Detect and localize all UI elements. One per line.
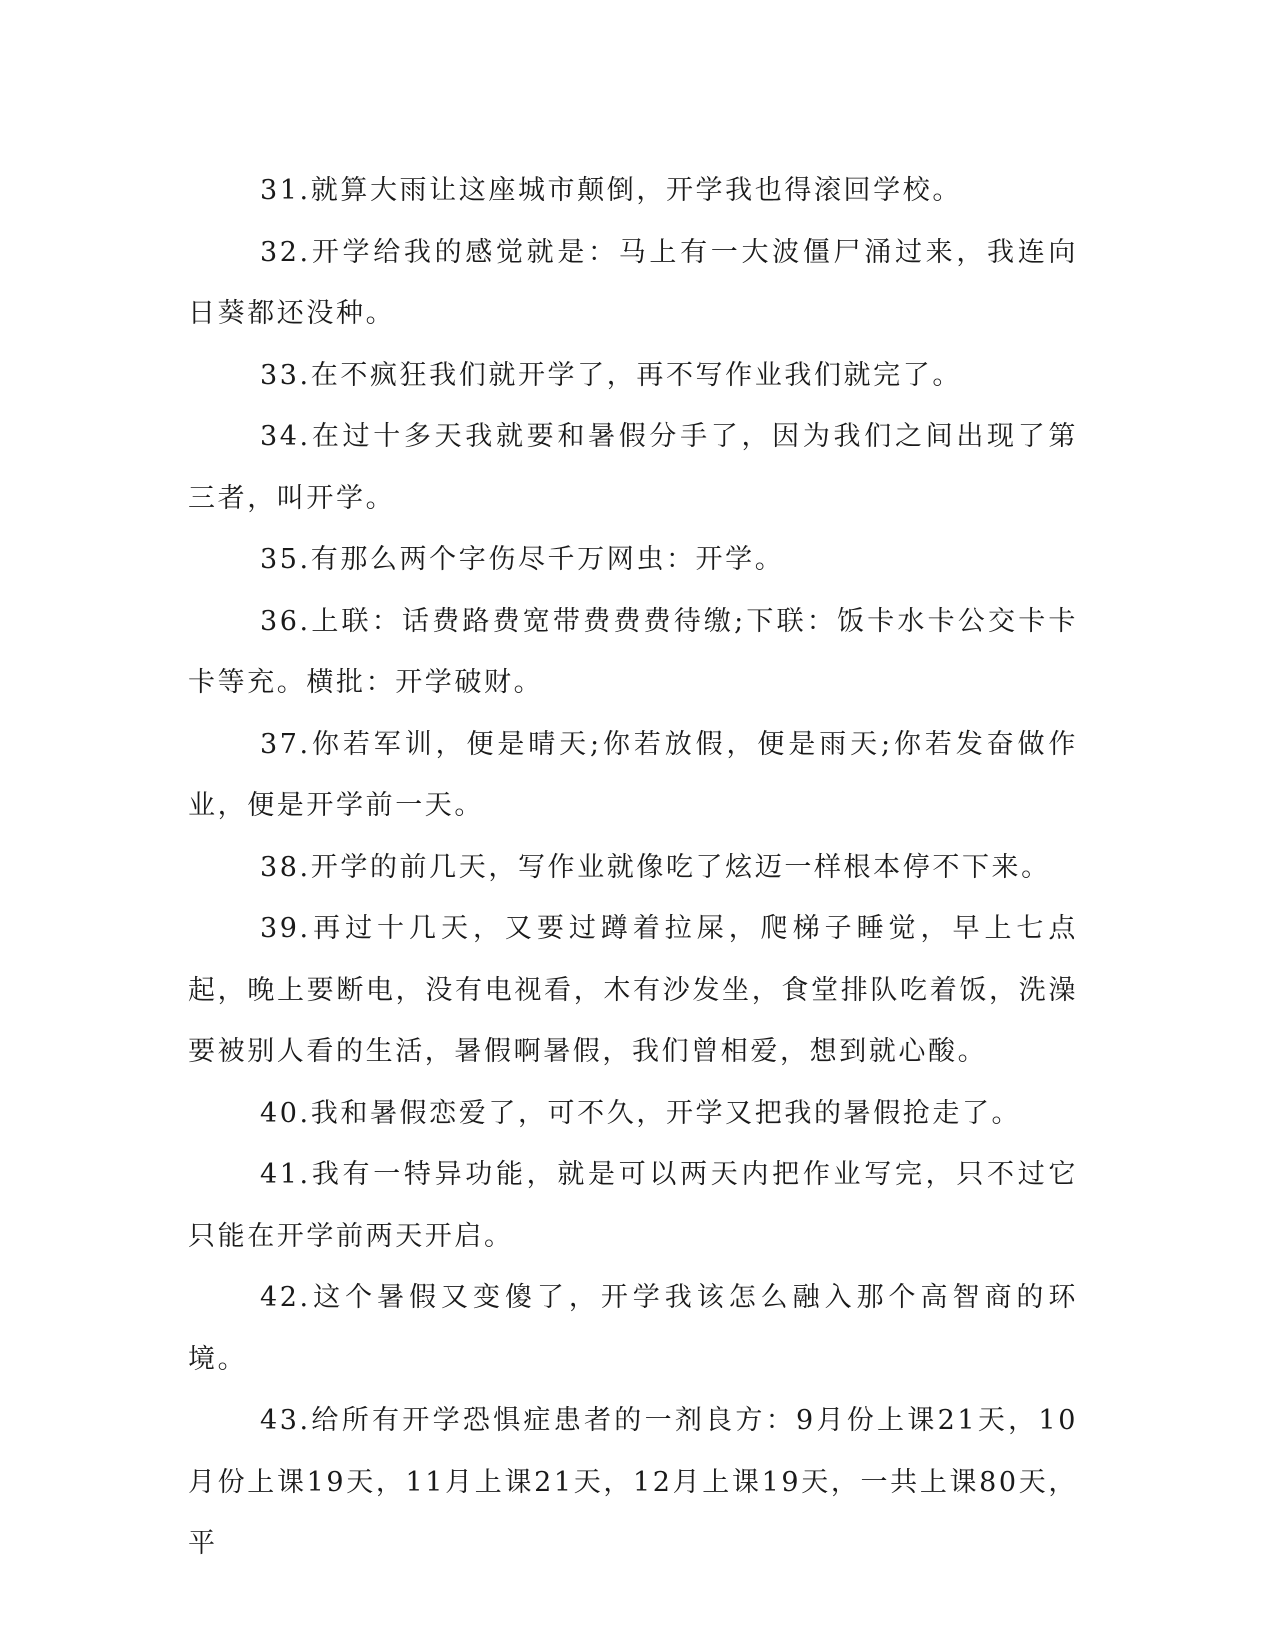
paragraph-37: 37.你若军训，便是晴天;你若放假，便是雨天;你若发奋做作业，便是开学前一天。 — [188, 728, 1078, 821]
paragraph-33: 33.在不疯狂我们就开学了，再不写作业我们就完了。 — [260, 359, 962, 391]
paragraph-38: 38.开学的前几天，写作业就像吃了炫迈一样根本停不下来。 — [260, 851, 1051, 883]
paragraph-40: 40.我和暑假恋爱了，可不久，开学又把我的暑假抢走了。 — [260, 1097, 1022, 1129]
paragraph-41: 41.我有一特异功能，就是可以两天内把作业写完，只不过它只能在开学前两天开启。 — [188, 1159, 1078, 1252]
paragraph-35: 35.有那么两个字伤尽千万网虫：开学。 — [260, 544, 785, 575]
paragraph-32: 32.开学给我的感觉就是：马上有一大波僵尸涌过来，我连向日葵都还没种。 — [188, 236, 1078, 329]
document-body — [188, 160, 1078, 1575]
paragraph-39: 39.再过十几天，又要过蹲着拉屎，爬梯子睡觉，早上七点起，晚上要断电，没有电视看，木有沙发坐，食堂排队吃着饭，洗澡要被别人看的生活，暑假啊暑假，我们曾相爱，想到就心酸。 — [188, 913, 1078, 1067]
paragraph-34: 34.在过十多天我就要和暑假分手了，因为我们之间出现了第三者，叫开学。 — [188, 421, 1078, 514]
paragraph-42: 42.这个暑假又变傻了，开学我该怎么融入那个高智商的环境。 — [188, 1282, 1078, 1375]
paragraph-36: 36.上联：话费路费宽带费费费待缴;下联：饭卡水卡公交卡卡卡等充。横批：开学破财。 — [188, 605, 1078, 698]
paragraph-31: 31.就算大雨让这座城市颠倒，开学我也得滚回学校。 — [260, 175, 962, 206]
paragraph-43: 43.给所有开学恐惧症患者的一剂良方：9月份上课21天，10月份上课19天，11月上课21天，12月上课19天，一共上课80天，平 — [188, 1405, 1078, 1559]
